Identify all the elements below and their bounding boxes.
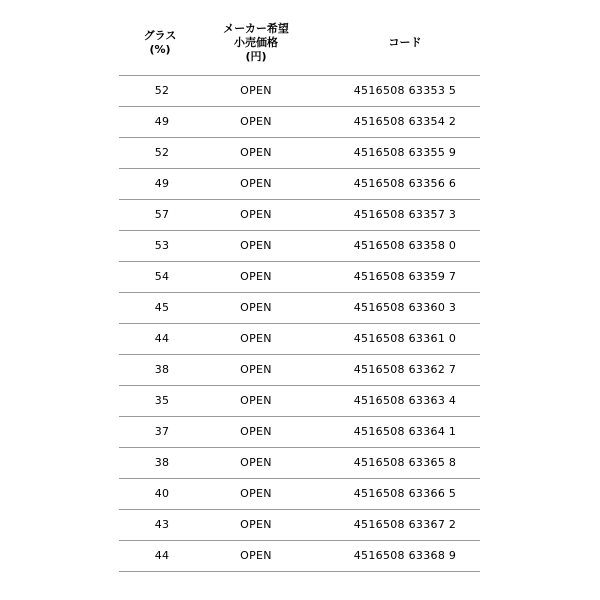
table-row [119,262,480,293]
header-price-line2: 小売価格 [234,36,278,49]
code-cell: 4516508 63363 4 [353,394,457,407]
gross-cell: 49 [154,115,170,128]
price-cell: OPEN [240,456,272,469]
header-price [211,22,301,64]
gross-cell: 38 [154,456,170,469]
gross-cell: 35 [154,394,170,407]
header-gross [119,29,201,57]
table-row [119,355,480,386]
gross-cell: 38 [154,363,170,376]
table-row [119,169,480,200]
table-header [119,0,480,76]
table-row [119,479,480,510]
code-cell: 4516508 63361 0 [353,332,457,345]
header-code-label: コード [388,36,422,49]
price-cell: OPEN [240,487,272,500]
table-row [119,138,480,169]
table-row [119,510,480,541]
table-row [119,448,480,479]
gross-cell: 44 [154,549,170,562]
code-cell: 4516508 63367 2 [353,518,457,531]
price-cell: OPEN [240,394,272,407]
gross-cell: 43 [154,518,170,531]
product-table [119,0,480,572]
gross-cell: 52 [154,84,170,97]
table-body [119,76,480,572]
table-row [119,107,480,138]
price-cell: OPEN [240,549,272,562]
gross-cell: 37 [154,425,170,438]
table-row [119,293,480,324]
table-row [119,200,480,231]
price-cell: OPEN [240,363,272,376]
header-gross-unit: (%) [149,43,171,56]
code-cell: 4516508 63366 5 [353,487,457,500]
code-cell: 4516508 63356 6 [353,177,457,190]
table-row [119,541,480,572]
price-cell: OPEN [240,84,272,97]
code-cell: 4516508 63355 9 [353,146,457,159]
gross-cell: 45 [154,301,170,314]
code-cell: 4516508 63358 0 [353,239,457,252]
header-code [325,36,485,50]
price-cell: OPEN [240,146,272,159]
price-cell: OPEN [240,115,272,128]
price-cell: OPEN [240,270,272,283]
header-price-unit: (円) [245,50,267,63]
table-row [119,324,480,355]
gross-cell: 52 [154,146,170,159]
table-row [119,386,480,417]
code-cell: 4516508 63357 3 [353,208,457,221]
header-gross-label: グラス [143,29,177,42]
code-cell: 4516508 63368 9 [353,549,457,562]
price-cell: OPEN [240,239,272,252]
code-cell: 4516508 63364 1 [353,425,457,438]
header-price-line1: メーカー希望 [223,22,289,35]
code-cell: 4516508 63365 8 [353,456,457,469]
code-cell: 4516508 63362 7 [353,363,457,376]
price-cell: OPEN [240,425,272,438]
gross-cell: 54 [154,270,170,283]
gross-cell: 57 [154,208,170,221]
price-cell: OPEN [240,518,272,531]
price-cell: OPEN [240,301,272,314]
code-cell: 4516508 63354 2 [353,115,457,128]
table-row [119,417,480,448]
table-row [119,76,480,107]
code-cell: 4516508 63353 5 [353,84,457,97]
gross-cell: 49 [154,177,170,190]
gross-cell: 40 [154,487,170,500]
table-row [119,231,480,262]
price-cell: OPEN [240,208,272,221]
price-cell: OPEN [240,332,272,345]
code-cell: 4516508 63360 3 [353,301,457,314]
gross-cell: 53 [154,239,170,252]
gross-cell: 44 [154,332,170,345]
price-cell: OPEN [240,177,272,190]
code-cell: 4516508 63359 7 [353,270,457,283]
